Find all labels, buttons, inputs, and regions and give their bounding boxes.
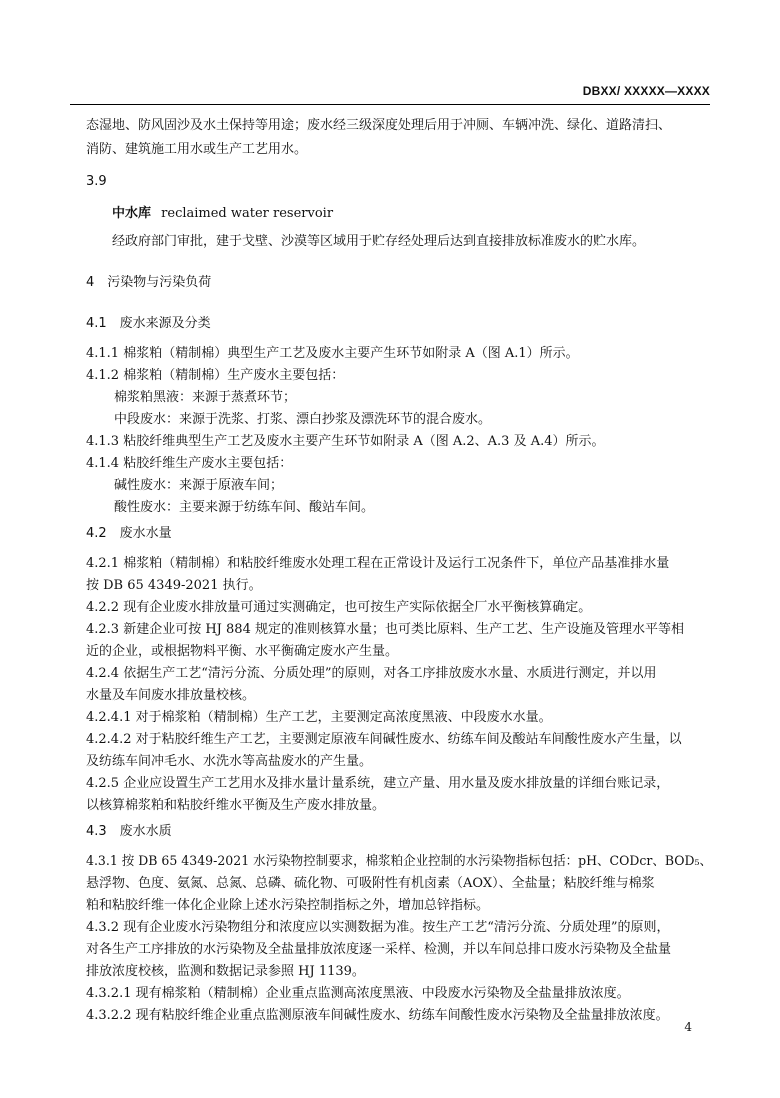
text-line: 4.3.2 现有企业废水污染物组分和浓度应以实测数据为准。按生产工艺“清污分流、分质处理”的原则，: [86, 920, 670, 935]
text-line: 碱性废水：来源于原液车间；: [114, 478, 284, 493]
section-heading: 4.2 废水水量: [86, 526, 172, 541]
text-line: 4.2.5 企业应设置生产工艺用水及排水量计量系统，建立产量、用水量及废水排放量的详细台账记录，: [86, 776, 670, 791]
text-line: 态湿地、防风固沙及水土保持等用途；废水经三级深度处理后用于冲厕、车辆冲洗、绿化、道路清扫、: [86, 118, 672, 133]
text-line: 4.2.1 棉浆粕（精制棉）和粘胶纤维废水处理工程在正常设计及运行工况条件下，单位产品基准排水量: [86, 556, 670, 571]
text-line: 悬浮物、色度、氨氮、总氮、总磷、硫化物、可吸附性有机卤素（AOX）、全盐量；粘胶纤维与棉浆: [86, 876, 655, 891]
term-english: reclaimed water reservoir: [161, 206, 334, 221]
term-chinese: 中水库: [112, 206, 152, 221]
term-definition: 经政府部门审批，建于戈壁、沙漠等区域用于贮存经处理后达到直接排放标准废水的贮水库。: [112, 234, 646, 249]
text-line: 排放浓度校核，监测和数据记录参照 HJ 1139。: [86, 964, 365, 979]
text-line: 水量及车间废水排放量校核。: [86, 688, 256, 703]
text-line: 粕和粘胶纤维一体化企业除上述水污染控制指标之外，增加总锌指标。: [86, 898, 490, 913]
text-line: 4.2.4.2 对于粘胶纤维生产工艺，主要测定原液车间碱性废水、纺练车间及酸站车间酸性废水产生量，以: [86, 732, 682, 747]
document-code: DBXX/ XXXXX—XXXX: [582, 84, 710, 98]
text-line: 4.3.2.2 现有粘胶纤维企业重点监测原液车间碱性废水、纺练车间酸性废水污染物及全盐量排放浓度。: [86, 1008, 669, 1023]
text-line: 近的企业，或根据物料平衡、水平衡确定废水产生量。: [86, 644, 399, 659]
section-number: 3.9: [86, 174, 107, 189]
text-line: 中段废水：来源于洗浆、打浆、漂白抄浆及漂洗环节的混合废水。: [114, 412, 492, 427]
text-line: 4.3.1 按 DB 65 4349-2021 水污染物控制要求，棉浆粕企业控制的水污染物指标包括：pH、CODcr、BOD₅、: [86, 854, 713, 869]
text-line: 按 DB 65 4349-2021 执行。: [86, 578, 262, 593]
text-line: 4.1.3 粘胶纤维典型生产工艺及废水主要产生环节如附录 A（图 A.2、A.3 及 A.4）所示。: [86, 434, 605, 449]
text-line: 4.2.3 新建企业可按 HJ 884 规定的准则核算水量；也可类比原料、生产工艺、生产设施及管理水平等相: [86, 622, 684, 637]
section-heading: 4.1 废水来源及分类: [86, 316, 211, 331]
section-heading: 4 污染物与污染负荷: [86, 275, 212, 290]
header-rule: [70, 104, 710, 105]
text-line: 以核算棉浆粕和粘胶纤维水平衡及生产废水排放量。: [86, 798, 386, 813]
term-heading: [112, 204, 333, 224]
text-line: 4.1.2 棉浆粕（精制棉）生产废水主要包括：: [86, 368, 345, 383]
text-line: 4.1.4 粘胶纤维生产废水主要包括：: [86, 456, 293, 471]
text-line: 4.2.4 依据生产工艺“清污分流、分质处理”的原则，对各工序排放废水水量、水质进行测定，并以用: [86, 666, 657, 681]
text-line: 酸性废水：主要来源于纺练车间、酸站车间。: [114, 500, 375, 515]
text-line: 4.1.1 棉浆粕（精制棉）典型生产工艺及废水主要产生环节如附录 A（图 A.1）所示。: [86, 346, 579, 361]
text-line: 棉浆粕黑液：来源于蒸煮环节；: [114, 390, 297, 405]
text-line: 及纺练车间冲毛水、水洗水等高盐废水的产生量。: [86, 754, 373, 769]
text-line: 4.3.2.1 现有棉浆粕（精制棉）企业重点监测高浓度黑液、中段废水污染物及全盐量排放浓度。: [86, 986, 630, 1001]
text-line: 消防、建筑施工用水或生产工艺用水。: [86, 142, 308, 157]
text-line: 4.2.4.1 对于棉浆粕（精制棉）生产工艺，主要测定高浓度黑液、中段废水水量。: [86, 710, 552, 725]
text-line: 对各生产工序排放的水污染物及全盐量排放浓度逐一采样、检测，并以车间总排口废水污染物及全盐量: [86, 942, 672, 957]
page-number: 4: [684, 1020, 692, 1034]
text-line: 4.2.2 现有企业废水排放量可通过实测确定，也可按生产实际依据全厂水平衡核算确定。: [86, 600, 592, 615]
section-heading: 4.3 废水水质: [86, 824, 172, 839]
